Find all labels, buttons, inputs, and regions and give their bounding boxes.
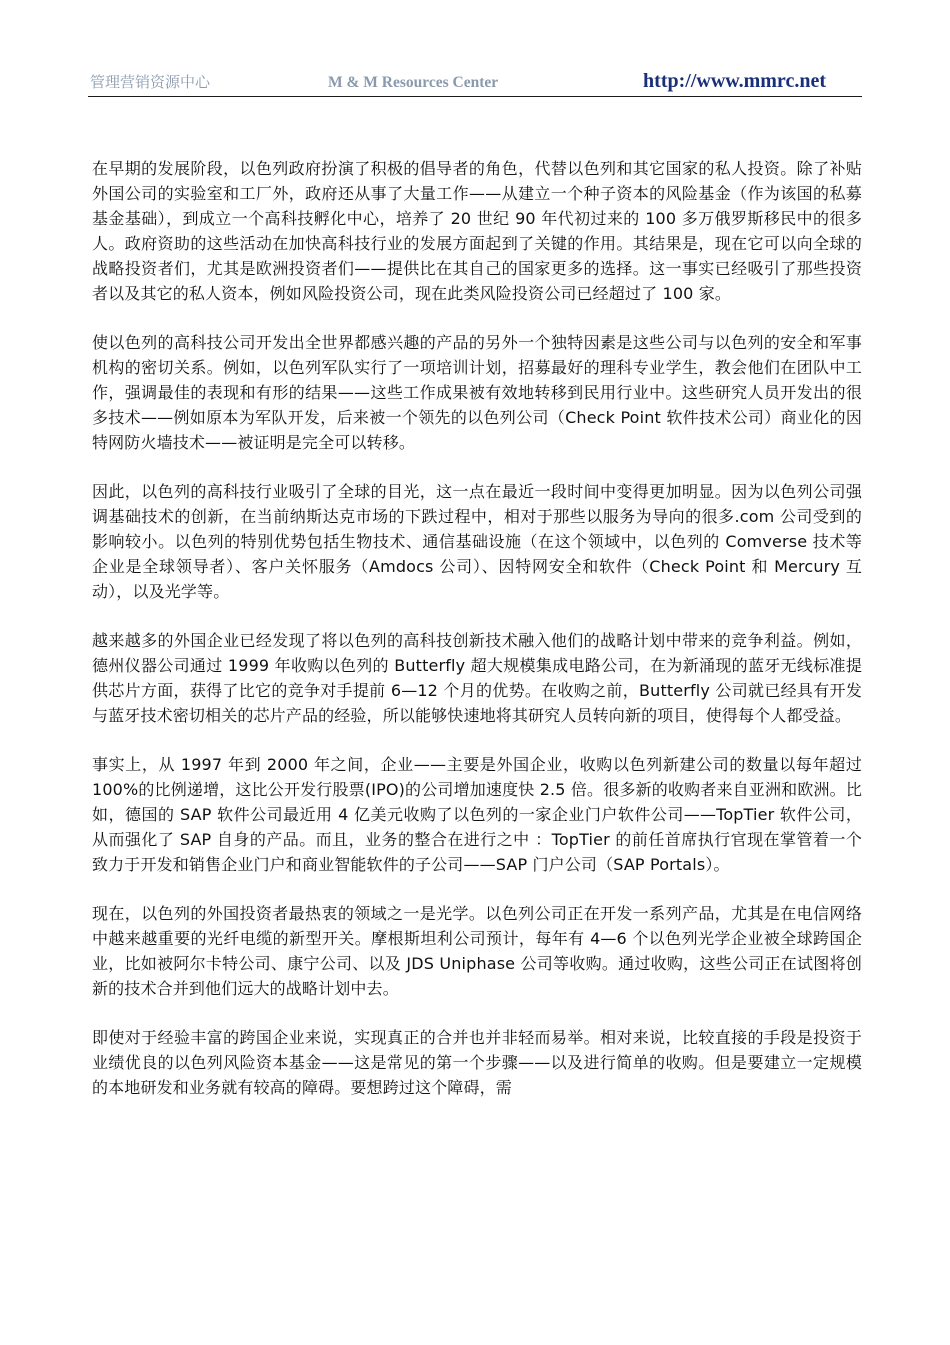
header-url-link[interactable]: http://www.mmrc.net — [643, 70, 826, 92]
paragraph: 即使对于经验丰富的跨国企业来说，实现真正的合并也并非轻而易举。相对来说，比较直接的手段是投资于业绩优良的以色列风险资本基金——这是常见的第一个步骤——以及进行简单的收购。但是要建立一定规模的本地研发和业务就有较高的障碍。要想跨过这个障碍，需 — [92, 1028, 862, 1097]
paragraph: 在早期的发展阶段，以色列政府扮演了积极的倡导者的角色，代替以色列和其它国家的私人投资。除了补贴外国公司的实验室和工厂外，政府还从事了大量工作——从建立一个种子资本的风险基金（作为该国的私募基金基础），到成立一个高科技孵化中心，培养了 20 世纪 90 年代初过来的 100 多万俄罗斯移民中的很多人。政府资助的这些活动在加快高科技行业的发展方面起到了关键的作用。其结果是，现在它可以向全球的战略投资者们，尤其是欧洲投资者们——提供比在其自己的国家更多的选择。这一事实已经吸引了那些投资者以及其它的私人资本，例如风险投资公司，现在此类风险投资公司已经超过了 100 家。 — [92, 159, 862, 303]
document-body — [92, 156, 862, 1124]
paragraph: 事实上，从 1997 年到 2000 年之间，企业——主要是外国企业，收购以色列新建公司的数量以每年超过 100%的比例递增，这比公开发行股票(IPO)的公司增加速度快 2.5 倍。很多新的收购者来自亚洲和欧洲。比如，德国的 SAP 软件公司最近用 4 亿美元收购了以色列的一家企业门户软件公司——TopTier 软件公司，从而强化了 SAP 自身的产品。而且，业务的整合在进行之中 ：TopTier 的前任首席执行官现在掌管着一个致力于开发和销售企业门户和商业智能软件的子公司——SAP 门户公司（SAP Portals）。 — [92, 755, 862, 874]
paragraph: 因此，以色列的高科技行业吸引了全球的目光，这一点在最近一段时间中变得更加明显。因为以色列公司强调基础技术的创新，在当前纳斯达克市场的下跌过程中，相对于那些以服务为导向的很多.com 公司受到的影响较小。以色列的特别优势包括生物技术、通信基础设施（在这个领域中，以色列的 Comverse 技术等企业是全球领导者）、客户关怀服务（Amdocs 公司）、因特网安全和软件（Check Point 和 Mercury 互动），以及光学等。 — [92, 482, 862, 601]
page-header — [88, 70, 862, 97]
paragraph: 现在，以色列的外国投资者最热衷的领域之一是光学。以色列公司正在开发一系列产品，尤其是在电信网络中越来越重要的光纤电缆的新型开关。摩根斯坦利公司预计，每年有 4—6 个以色列光学企业被全球跨国企业，比如被阿尔卡特公司、康宁公司、以及 JDS Uniphase 公司等收购。通过收购，这些公司正在试图将创新的技术合并到他们远大的战略计划中去。 — [92, 904, 862, 998]
paragraph: 使以色列的高科技公司开发出全世界都感兴趣的产品的另外一个独特因素是这些公司与以色列的安全和军事机构的密切关系。例如，以色列军队实行了一项培训计划，招募最好的理科专业学生，教会他们在团队中工作，强调最佳的表现和有形的结果——这些工作成果被有效地转移到民用行业中。这些研究人员开发出的很多技术——例如原本为军队开发，后来被一个领先的以色列公司（Check Point 软件技术公司）商业化的因特网防火墙技术——被证明是完全可以转移。 — [92, 333, 862, 452]
paragraph: 越来越多的外国企业已经发现了将以色列的高科技创新技术融入他们的战略计划中带来的竞争利益。例如，德州仪器公司通过 1999 年收购以色列的 Butterfly 超大规模集成电路公司，在为新涌现的蓝牙无线标准提供芯片方面，获得了比它的竞争对手提前 6—12 个月的优势。在收购之前，Butterfly 公司就已经具有开发与蓝牙技术密切相关的芯片产品的经验，所以能够快速地将其研究人员转向新的项目，使得每个人都受益。 — [92, 631, 862, 725]
header-center-title: M & M Resources Center — [328, 74, 499, 91]
header-org-name: 管理营销资源中心 — [90, 73, 211, 91]
